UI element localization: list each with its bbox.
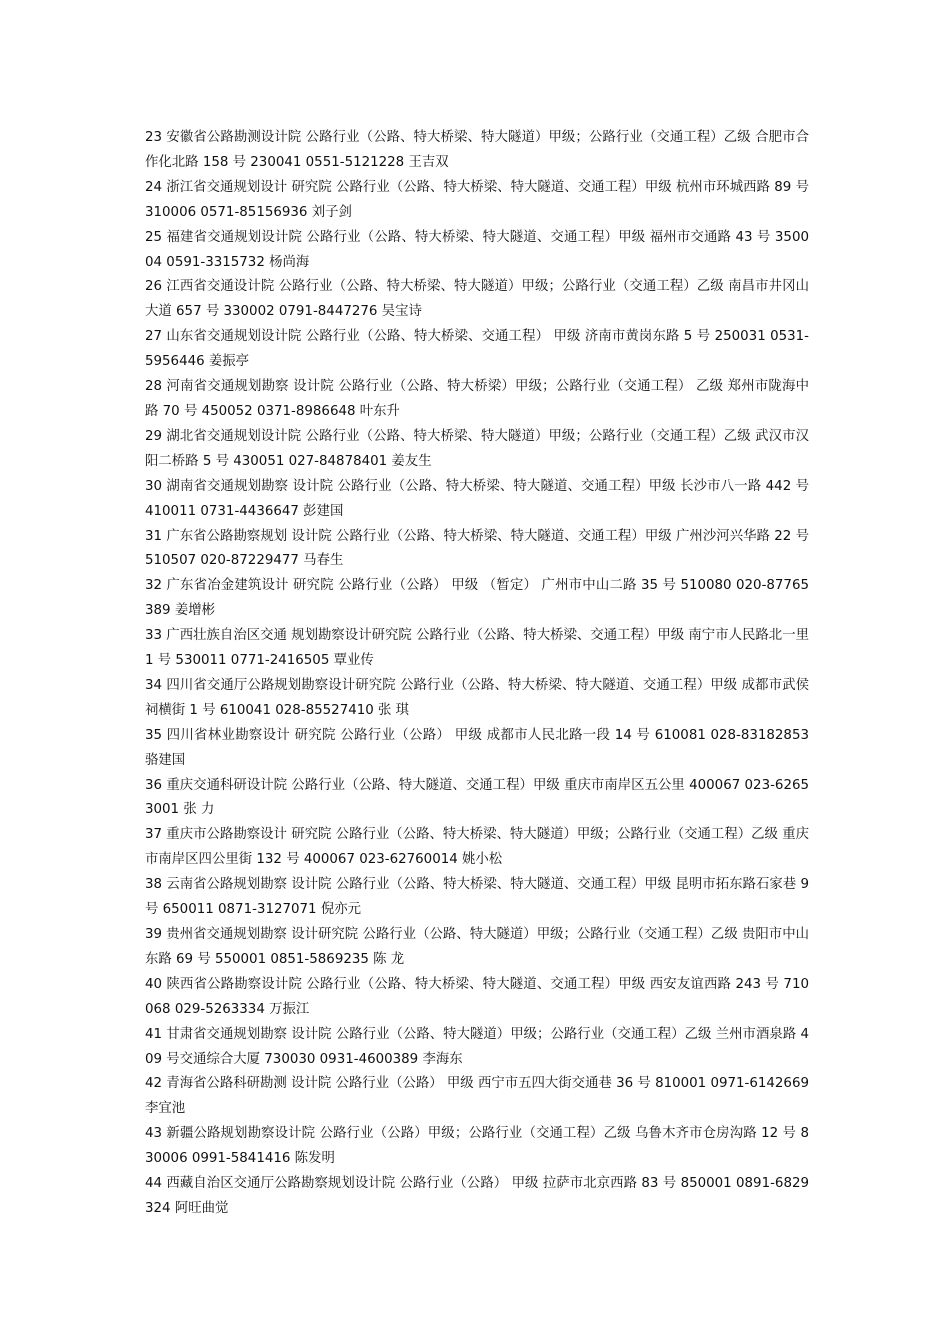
list-item: 39 贵州省交通规划勘察 设计研究院 公路行业（公路、特大隧道）甲级；公路行业（交通工程）乙级 贵阳市中山东路 69 号 550001 0851-5869235 陈 龙 bbox=[145, 927, 809, 967]
list-item: 27 山东省交通规划设计院 公路行业（公路、特大桥梁、交通工程） 甲级 济南市黄岗东路 5 号 250031 0531-5956446 姜振亭 bbox=[145, 329, 809, 370]
list-item: 32 广东省冶金建筑设计 研究院 公路行业（公路） 甲级 （暂定） 广州市中山二路 35 号 510080 020-87765389 姜增彬 bbox=[145, 578, 809, 619]
list-item: 34 四川省交通厅公路规划勘察设计研究院 公路行业（公路、特大桥梁、特大隧道、交通工程）甲级 成都市武侯祠横街 1 号 610041 028-85527410 张 琪 bbox=[145, 677, 809, 718]
list-item: 43 新疆公路规划勘察设计院 公路行业（公路）甲级；公路行业（交通工程）乙级 乌鲁木齐市仓房沟路 12 号 830006 0991-5841416 陈发明 bbox=[145, 1126, 809, 1167]
list-item: 42 青海省公路科研勘测 设计院 公路行业（公路） 甲级 西宁市五四大街交通巷 36 号 810001 0971-6142669 李宜池 bbox=[145, 1076, 809, 1117]
list-item: 44 西藏自治区交通厅公路勘察规划设计院 公路行业（公路） 甲级 拉萨市北京西路 83 号 850001 0891-6829324 阿旺曲觉 bbox=[145, 1176, 809, 1216]
list-item: 23 安徽省公路勘测设计院 公路行业（公路、特大桥梁、特大隧道）甲级；公路行业（交通工程）乙级 合肥市合作化北路 158 号 230041 0551-5121228 王吉双 bbox=[145, 130, 809, 170]
list-item: 41 甘肃省交通规划勘察 设计院 公路行业（公路、特大隧道）甲级；公路行业（交通工程）乙级 兰州市酒泉路 409 号交通综合大厦 730030 0931-4600389 李海东 bbox=[145, 1026, 809, 1067]
list-item: 28 河南省交通规划勘察 设计院 公路行业（公路、特大桥梁）甲级；公路行业（交通工程） 乙级 郑州市陇海中路 70 号 450052 0371-8986648 叶东升 bbox=[145, 379, 809, 419]
list-item: 33 广西壮族自治区交通 规划勘察设计研究院 公路行业（公路、特大桥梁、交通工程）甲级 南宁市人民路北一里 1 号 530011 0771-2416505 覃业传 bbox=[145, 628, 809, 669]
list-item: 24 浙江省交通规划设计 研究院 公路行业（公路、特大桥梁、特大隧道、交通工程）甲级 杭州市环城西路 89 号 310006 0571-85156936 刘子剑 bbox=[145, 179, 809, 220]
list-item: 37 重庆市公路勘察设计 研究院 公路行业（公路、特大桥梁、特大隧道）甲级；公路行业（交通工程）乙级 重庆市南岸区四公里街 132 号 400067 023-62760014 姚小松 bbox=[145, 827, 809, 868]
list-item: 29 湖北省交通规划设计院 公路行业（公路、特大桥梁、特大隧道）甲级；公路行业（交通工程）乙级 武汉市汉阳二桥路 5 号 430051 027-84878401 姜友生 bbox=[145, 428, 809, 469]
list-item: 36 重庆交通科研设计院 公路行业（公路、特大隧道、交通工程）甲级 重庆市南岸区五公里 400067 023-62653001 张 力 bbox=[145, 777, 809, 818]
entry-list bbox=[145, 126, 809, 1222]
list-item: 40 陕西省公路勘察设计院 公路行业（公路、特大桥梁、特大隧道、交通工程）甲级 西安友谊西路 243 号 710068 029-5263334 万振江 bbox=[145, 976, 809, 1017]
list-item: 38 云南省公路规划勘察 设计院 公路行业（公路、特大桥梁、特大隧道、交通工程）甲级 昆明市拓东路石家巷 9 号 650011 0871-3127071 倪亦元 bbox=[145, 877, 809, 918]
list-item: 35 四川省林业勘察设计 研究院 公路行业（公路） 甲级 成都市人民北路一段 14 号 610081 028-83182853 骆建国 bbox=[145, 727, 809, 768]
list-item: 25 福建省交通规划设计院 公路行业（公路、特大桥梁、特大隧道、交通工程）甲级 福州市交通路 43 号 350004 0591-3315732 杨尚海 bbox=[145, 229, 809, 270]
list-item: 26 江西省交通设计院 公路行业（公路、特大桥梁、特大隧道）甲级；公路行业（交通工程）乙级 南昌市井冈山大道 657 号 330002 0791-8447276 吴宝诗 bbox=[145, 279, 809, 320]
list-item: 30 湖南省交通规划勘察 设计院 公路行业（公路、特大桥梁、特大隧道、交通工程）甲级 长沙市八一路 442 号 410011 0731-4436647 彭建国 bbox=[145, 478, 809, 519]
list-item: 31 广东省公路勘察规划 设计院 公路行业（公路、特大桥梁、特大隧道、交通工程）甲级 广州沙河兴华路 22 号 510507 020-87229477 马春生 bbox=[145, 528, 809, 569]
